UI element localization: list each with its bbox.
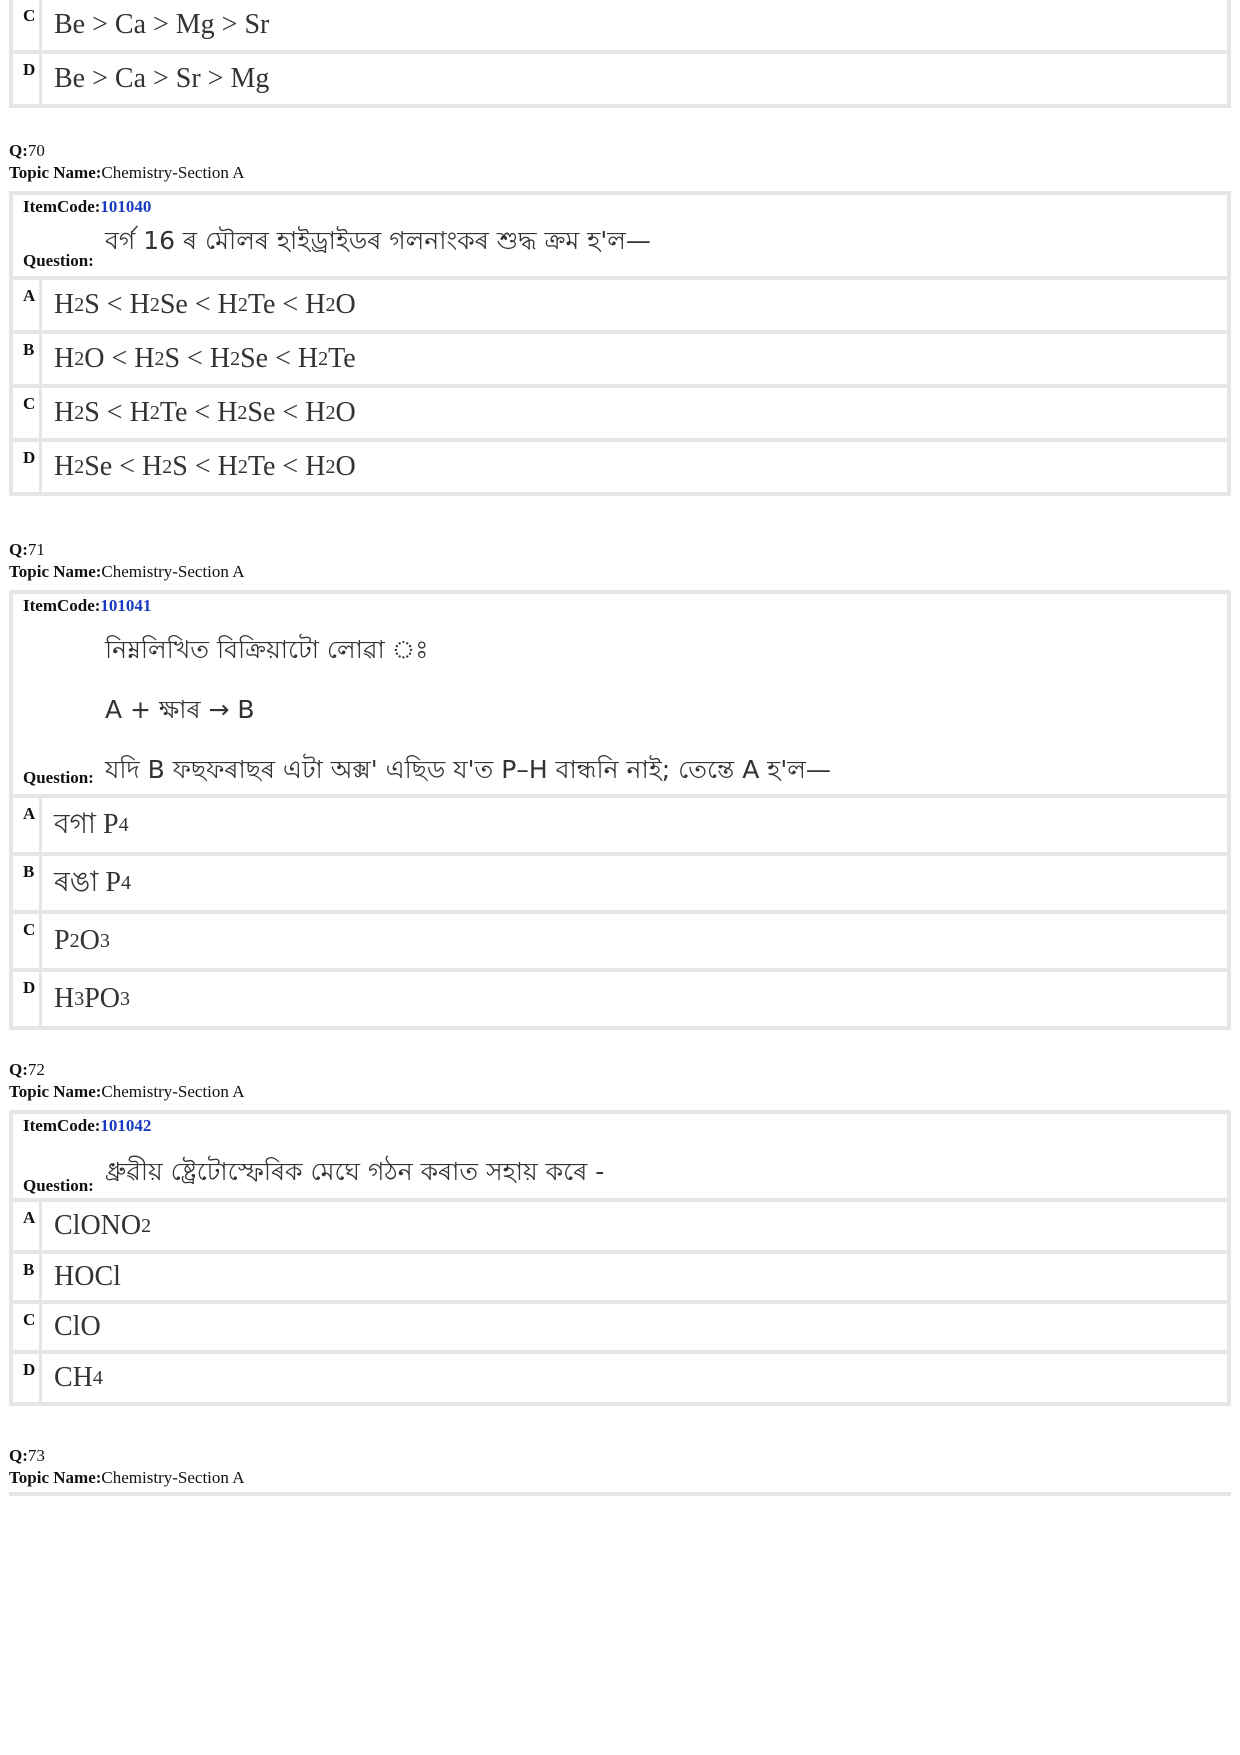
option-text: H 3 PO 3 [42, 972, 1227, 1026]
option-text: HOCl [42, 1254, 1227, 1300]
option-row[interactable] [13, 1304, 1227, 1350]
itemcode-value: 101042 [100, 1116, 152, 1135]
topic-name: Chemistry-Section A [101, 1082, 245, 1101]
option-letter: B [13, 856, 39, 910]
q-number: 72 [27, 1060, 45, 1079]
q-label: Q: [9, 141, 28, 160]
option-row[interactable] [13, 54, 1227, 104]
option-letter: B [13, 334, 39, 384]
itemcode: ItemCode:101042 [23, 1116, 152, 1135]
option-text: P 2 O 3 [42, 914, 1227, 968]
option-row[interactable] [13, 280, 1227, 330]
option-letter: C [13, 1304, 39, 1350]
options-table-70 [9, 276, 1231, 496]
question-label: Question: [23, 251, 94, 270]
itemcode-value: 101040 [100, 197, 152, 216]
option-row[interactable] [13, 442, 1227, 492]
topic-label: Topic Name: [9, 163, 102, 182]
option-row[interactable] [13, 388, 1227, 438]
q-number: 73 [27, 1446, 45, 1465]
q-label: Q: [9, 1446, 28, 1465]
topic-name: Chemistry-Section A [101, 163, 245, 182]
question-header-73 [9, 1445, 244, 1489]
itemcode-value: 101041 [100, 596, 152, 615]
option-letter: C [13, 0, 39, 50]
topic-label: Topic Name: [9, 562, 102, 581]
option-row[interactable] [13, 0, 1227, 50]
option-letter: C [13, 388, 39, 438]
option-text: Be > Ca > Sr > Mg [42, 54, 1227, 104]
option-text: ClONO 2 [42, 1202, 1227, 1250]
q-label: Q: [9, 540, 28, 559]
option-row[interactable] [13, 798, 1227, 852]
option-row[interactable] [13, 856, 1227, 910]
option-text: Be > Ca > Mg > Sr [42, 0, 1227, 50]
option-letter: D [13, 54, 39, 104]
option-text: H 2 S < H 2 Se < H 2 Te < H 2 O [42, 280, 1227, 330]
question-box-71 [9, 590, 1231, 796]
itemcode: ItemCode:101041 [23, 596, 152, 615]
option-text: H 2 Se < H 2 S < H 2 Te < H 2 O [42, 442, 1227, 492]
option-letter: B [13, 1254, 39, 1300]
question-header-71 [9, 539, 244, 583]
prev-options-table [9, 0, 1231, 108]
option-letter: A [13, 798, 39, 852]
question-label: Question: [23, 768, 94, 787]
option-text: CH 4 [42, 1354, 1227, 1402]
option-row[interactable] [13, 1254, 1227, 1300]
topic-name: Chemistry-Section A [101, 1468, 245, 1487]
question-text: ধ্ৰুৱীয় ষ্ট্ৰেটোস্ফেৰিক মেঘে গঠন কৰাত সহায় কৰে - [105, 1157, 605, 1186]
option-text: H 2 O < H 2 S < H 2 Se < H 2 Te [42, 334, 1227, 384]
option-row[interactable] [13, 914, 1227, 968]
option-letter: A [13, 1202, 39, 1250]
q-number: 71 [27, 540, 45, 559]
option-text: H 2 S < H 2 Te < H 2 Se < H 2 O [42, 388, 1227, 438]
option-letter: D [13, 1354, 39, 1402]
question-line-1: নিম্নলিখিত বিক্ৰিয়াটো লোৱা ঃ [105, 635, 429, 664]
options-table-72 [9, 1198, 1231, 1406]
question-header-72 [9, 1059, 244, 1103]
question-text: যদি B ফছফৰাছৰ এটা অক্স' এছিড য'ত P–H বান্ধনি নাই; তেন্তে A হ'ল— [105, 755, 831, 784]
q-label: Q: [9, 1060, 28, 1079]
option-letter: C [13, 914, 39, 968]
question-text: বৰ্গ 16 ৰ মৌলৰ হাইড্ৰাইডৰ গলনাংকৰ শুদ্ধ ক্ৰম হ'ল— [105, 226, 651, 255]
question-header-70 [9, 140, 244, 184]
option-letter: D [13, 972, 39, 1026]
option-text: ৰঙা P 4 [42, 856, 1227, 910]
option-text: বগা P 4 [42, 798, 1227, 852]
option-row[interactable] [13, 972, 1227, 1026]
topic-label: Topic Name: [9, 1468, 102, 1487]
option-letter: A [13, 280, 39, 330]
section-divider [9, 1492, 1231, 1496]
option-row[interactable] [13, 1354, 1227, 1402]
option-row[interactable] [13, 334, 1227, 384]
itemcode: ItemCode:101040 [23, 197, 152, 216]
question-box-72 [9, 1110, 1231, 1200]
q-number: 70 [27, 141, 45, 160]
question-line-2: A + ক্ষাৰ → B [105, 695, 255, 724]
topic-label: Topic Name: [9, 1082, 102, 1101]
question-label: Question: [23, 1176, 94, 1195]
question-box-70 [9, 191, 1231, 278]
option-text: ClO [42, 1304, 1227, 1350]
topic-name: Chemistry-Section A [101, 562, 245, 581]
option-letter: D [13, 442, 39, 492]
option-row[interactable] [13, 1202, 1227, 1250]
options-table-71 [9, 794, 1231, 1030]
